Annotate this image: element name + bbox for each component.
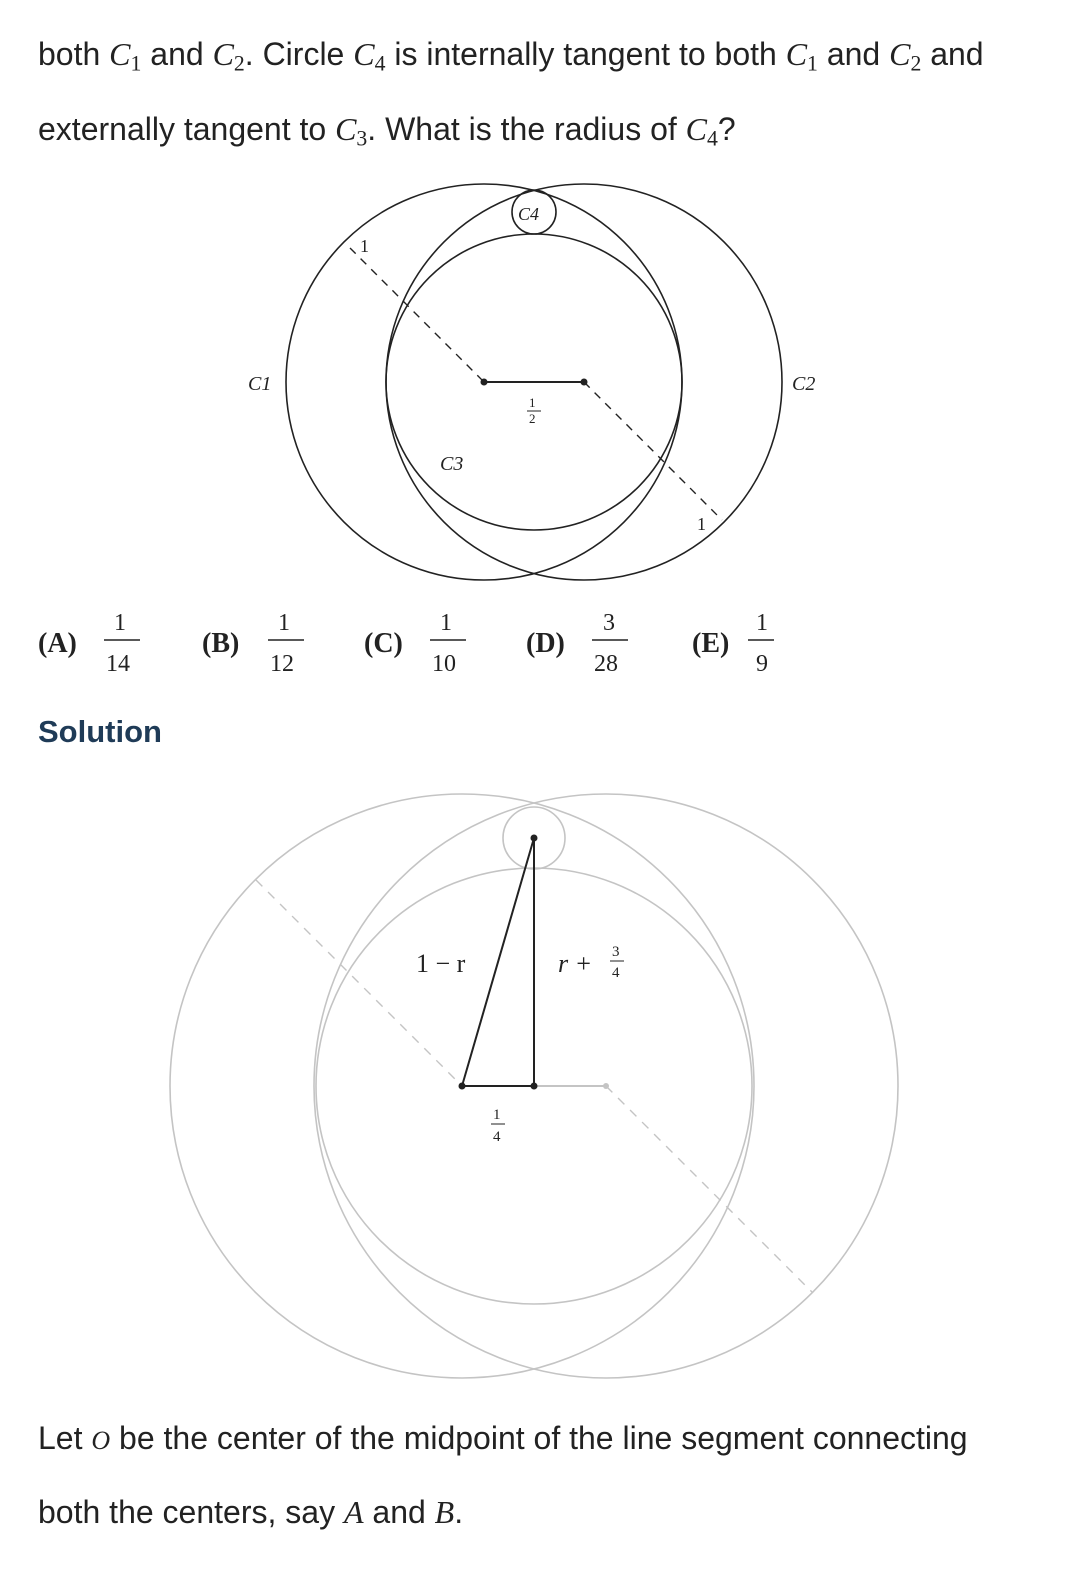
choice-b[interactable] xyxy=(202,610,304,677)
choice-d[interactable] xyxy=(526,610,628,677)
math-b: B xyxy=(434,1494,455,1530)
svg-text:10: 10 xyxy=(432,651,456,677)
label-quarter-num: 1 xyxy=(493,1107,501,1123)
text: and xyxy=(921,36,984,72)
math-c1: $C_1$ xyxy=(109,36,142,76)
math-c4: $C_4$ xyxy=(353,36,386,76)
text: be the center of the midpoint of the line segment connecting xyxy=(110,1420,968,1456)
math-c2: $C_2$ xyxy=(212,36,245,76)
radius-dashed-left xyxy=(256,880,462,1086)
svg-text:3: 3 xyxy=(603,610,615,636)
svg-text:28: 28 xyxy=(594,651,618,677)
figure-circles xyxy=(0,180,1080,600)
math-c3: $C_3$ xyxy=(335,111,368,151)
svg-text:1: 1 xyxy=(440,610,452,636)
label-c4: C4 xyxy=(518,204,540,224)
explanation-line-1 xyxy=(38,1418,968,1461)
text: Let xyxy=(38,1420,92,1456)
figure-solution xyxy=(0,785,1080,1405)
math-a: A xyxy=(343,1494,364,1530)
text: and xyxy=(817,36,890,72)
svg-text:1: 1 xyxy=(278,610,290,636)
text: . What is the radius of xyxy=(367,111,686,147)
point-midpoint xyxy=(531,1083,538,1090)
point-center-b xyxy=(603,1083,609,1089)
text: both the centers, say xyxy=(38,1494,344,1530)
text: externally tangent to xyxy=(38,111,336,147)
choice-a[interactable] xyxy=(38,610,140,677)
text: ? xyxy=(717,111,736,147)
label-radius-1: 1 xyxy=(697,514,706,534)
radius-dashed-left xyxy=(350,248,484,382)
text: is internally tangent to both xyxy=(385,36,786,72)
text: and xyxy=(141,36,213,72)
math-c1: $C_1$ xyxy=(785,36,818,76)
radius-dashed-right xyxy=(584,382,722,520)
math-c4: $C_4$ xyxy=(685,111,718,151)
text: and xyxy=(363,1494,435,1530)
radius-dashed-right xyxy=(606,1086,812,1292)
point-center-a xyxy=(459,1083,466,1090)
label-half-num: 1 xyxy=(529,395,536,410)
label-one-minus-r: 1 − r xyxy=(416,949,466,978)
choice-c[interactable] xyxy=(364,610,466,677)
label-c3: C3 xyxy=(440,453,464,475)
label-quarter-den: 4 xyxy=(493,1129,501,1145)
math-o: O xyxy=(91,1426,111,1455)
svg-text:12: 12 xyxy=(270,651,294,677)
explanation-line-2 xyxy=(38,1492,463,1532)
label-half-den: 2 xyxy=(529,411,536,426)
label-three-quarters-num: 3 xyxy=(612,944,620,960)
text: . xyxy=(454,1494,464,1530)
problem-line-2 xyxy=(38,109,736,158)
math-c2: $C_2$ xyxy=(889,36,922,76)
svg-text:1: 1 xyxy=(756,610,768,636)
svg-text:(E): (E) xyxy=(692,628,730,659)
center-point-left xyxy=(481,379,488,386)
label-radius-1: 1 xyxy=(360,236,369,256)
text: both xyxy=(38,36,110,72)
svg-text:9: 9 xyxy=(756,651,768,677)
svg-text:(C): (C) xyxy=(364,628,403,659)
triangle-hypotenuse xyxy=(462,838,534,1086)
answer-choices xyxy=(0,600,1080,680)
center-point-right xyxy=(581,379,588,386)
svg-text:1: 1 xyxy=(114,610,126,636)
label-c2: C2 xyxy=(792,373,816,395)
problem-line-1 xyxy=(38,34,984,83)
svg-text:(B): (B) xyxy=(202,628,240,659)
label-three-quarters-den: 4 xyxy=(612,965,620,981)
label-r-plus: r + xyxy=(558,949,593,978)
svg-text:(D): (D) xyxy=(526,628,565,659)
svg-text:14: 14 xyxy=(106,651,130,677)
svg-text:(A): (A) xyxy=(38,628,77,659)
text: . Circle xyxy=(244,36,354,72)
label-c1: C1 xyxy=(248,373,272,395)
point-center-c4 xyxy=(531,835,538,842)
choice-e[interactable] xyxy=(692,610,774,677)
solution-heading: Solution xyxy=(38,714,162,749)
